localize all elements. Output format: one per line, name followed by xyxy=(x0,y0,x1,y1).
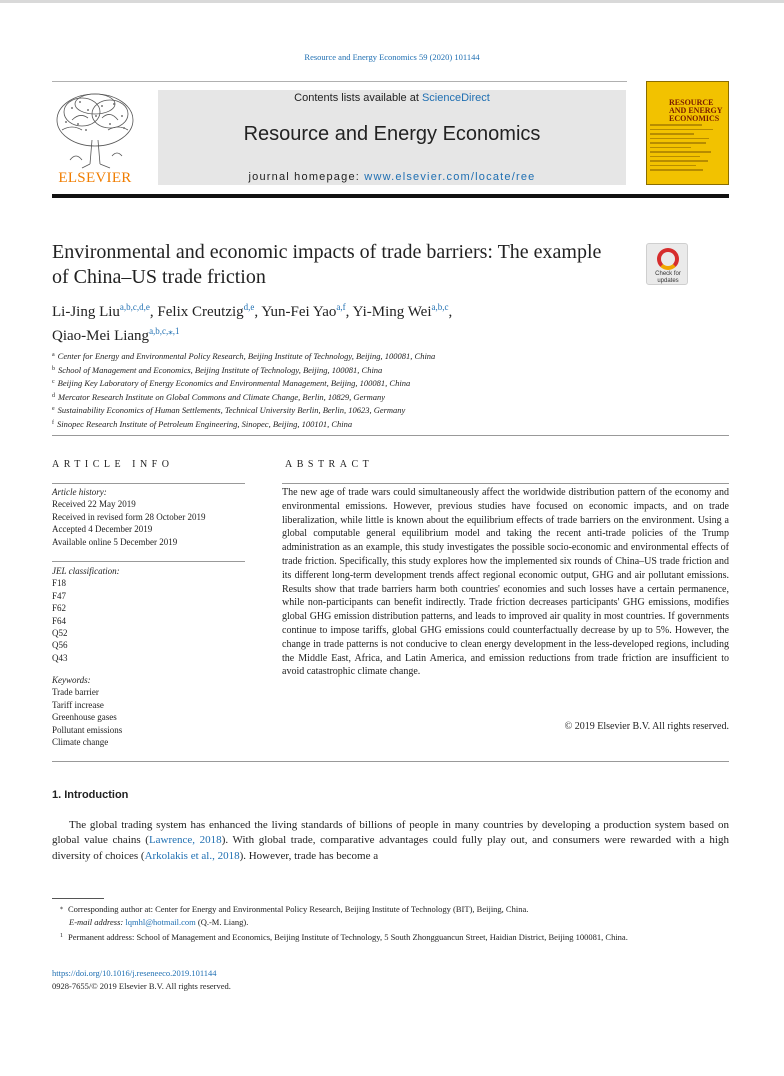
article-info-heading: ARTICLE INFO xyxy=(52,459,174,470)
author-list xyxy=(52,298,652,346)
jel-code: F62 xyxy=(52,603,67,614)
email-line xyxy=(52,916,729,929)
homepage-prefix: journal homepage: xyxy=(248,171,361,183)
permanent-address-note xyxy=(52,930,729,944)
contents-prefix: Contents lists available at xyxy=(294,92,419,104)
jel-code: F64 xyxy=(52,615,67,626)
article-info-rule xyxy=(52,483,245,484)
introduction-heading: 1. Introduction xyxy=(52,789,129,801)
author-affiliation-marks[interactable]: a,f xyxy=(336,302,346,312)
author-separator: , xyxy=(254,304,262,320)
footnote-rule xyxy=(52,898,104,899)
affiliation-item xyxy=(52,376,692,390)
email-link[interactable]: lqmhl@hotmail.com xyxy=(125,916,196,927)
sciencedirect-link[interactable]: ScienceDirect xyxy=(421,92,490,104)
affiliation-key: d xyxy=(52,392,55,399)
email-name: (Q.-M. Liang). xyxy=(197,916,249,927)
citation-link-arkolakis[interactable]: Arkolakis et al., 2018 xyxy=(144,849,240,862)
crossmark-label: Check for updates xyxy=(655,271,681,284)
crossmark-icon xyxy=(657,248,679,270)
keywords xyxy=(52,674,245,748)
journal-citation-link[interactable]: Resource and Energy Economics 59 (2020) 101144 xyxy=(304,52,480,62)
author-name[interactable]: Li-Jing Liu xyxy=(52,304,120,320)
abstract-text: The new age of trade wars could simultaneously affect the worldwide distribution pattern of the economy and environmental emissions. However, previous studies have focused on economic impacts, and on trade liberalization, while little is known about the equilibrium effects of trade barriers on the environment. Using a global computable general equilibrium model and taking the recent anti-trade policies of the Trump administration as an example, this study investigates the possible socio-economic and environmental effects of trade friction. Specifically, this study explores how the implemented six rounds of China–US trade friction and its different long-term development trends affect regional economic output, GHG and air pollutant emissions. Results show that trade barriers harm both countries' economies and such losses have a certain permanence, while non-participants can benefit indirectly. Trade friction decreases participants' GHG emissions, modifies global GHG emission distribution patterns, and leads to improved air quality in most countries. If governments continue to impose tariffs, global GHG emissions could counterfactually decrease by up to 5%. However, the change in trade patterns is not conducive to clean energy development in the less-developed regions, including the Middle East, Africa, and Latin America, and emission reductions from trade friction are insufficient to avoid catastrophic climate change. xyxy=(282,487,729,678)
affiliation-key: c xyxy=(52,379,55,385)
footnotes xyxy=(52,902,729,944)
introduction-paragraph xyxy=(52,818,729,864)
jel-label: JEL classification: xyxy=(52,566,120,576)
author-name[interactable]: Yun-Fei Yao xyxy=(261,304,337,320)
affiliation-item xyxy=(52,417,692,431)
affiliation-list xyxy=(52,349,692,430)
cover-title: RESOURCE AND ENERGY ECONOMICS xyxy=(669,98,723,123)
doi-block xyxy=(52,967,231,992)
jel-code: F18 xyxy=(52,578,67,589)
affiliation-key: b xyxy=(52,365,55,372)
author-separator: , xyxy=(448,304,453,320)
author-name[interactable]: Yi-Ming Wei xyxy=(352,304,432,320)
corresponding-author-note xyxy=(52,902,729,916)
affiliation-text: Beijing Key Laboratory of Energy Economics and Environmental Management, Beijing, 100081, China xyxy=(57,378,411,388)
jel-code: Q43 xyxy=(52,652,68,663)
divider-after-affiliations xyxy=(52,435,729,436)
affiliation-text: Sustainability Economics of Human Settlements, Technical University Berlin, Berlin, 10623, Germany xyxy=(57,405,406,415)
intro-text-part: The global trading system has enhanced the living standards of billions of people in many countries by developing a production system based on global value chains ( xyxy=(52,819,729,847)
jel-code: Q56 xyxy=(52,640,68,651)
affiliation-item xyxy=(52,403,692,417)
contents-line xyxy=(158,92,626,104)
history-item: Received in revised form 28 October 2019 xyxy=(52,511,206,522)
affiliation-item xyxy=(52,363,692,377)
divider-before-intro xyxy=(52,761,729,762)
jel-classification xyxy=(52,565,245,664)
footnote-mark: ⁎ xyxy=(60,905,63,911)
affiliation-item xyxy=(52,390,692,404)
cover-contents-lines xyxy=(650,124,724,180)
journal-homepage-link[interactable]: www.elsevier.com/locate/ree xyxy=(364,171,536,183)
author-affiliation-marks[interactable]: d,e xyxy=(243,302,255,312)
author-separator: , xyxy=(345,304,353,320)
author-name[interactable]: Felix Creutzig xyxy=(157,304,244,320)
affiliation-text: Mercator Research Institute on Global Commons and Climate Change, Berlin, 10829, Germany xyxy=(58,391,386,402)
history-label: Article history: xyxy=(52,487,107,497)
intro-text-part: ). With global trade, comparative advantages could fully play out, and consumers were rewarded with a high diversity of choices ( xyxy=(52,834,729,862)
corresponding-author-text: Corresponding author at: Center for Energy and Environmental Policy Research, Beijing Institute of Technology (BIT), Beijing, China. xyxy=(68,904,529,914)
abstract-rule xyxy=(282,483,729,484)
abstract-heading: ABSTRACT xyxy=(285,459,374,470)
affiliation-key: f xyxy=(52,419,54,426)
keywords-label: Keywords: xyxy=(52,675,91,685)
jel-code: F47 xyxy=(52,590,67,601)
affiliation-key: e xyxy=(52,406,55,412)
publisher-name: ELSEVIER xyxy=(58,170,132,186)
journal-title: Resource and Energy Economics xyxy=(243,123,541,145)
author-name[interactable]: Qiao-Mei Liang xyxy=(52,328,150,344)
affiliation-key: a xyxy=(52,352,55,358)
affiliation-text: Sinopec Research Institute of Petroleum Engineering, Sinopec, Beijing, 100101, China xyxy=(57,418,353,429)
affiliation-text: School of Management and Economics, Beijing Institute of Technology, Beijing, 100081, China xyxy=(58,364,383,375)
article-history xyxy=(52,486,245,548)
header-thick-rule xyxy=(52,194,729,198)
author-separator: , xyxy=(149,304,158,320)
footnote-mark: 1 xyxy=(60,933,63,939)
permanent-address-text: Permanent address: School of Management and Economics, Beijing Institute of Technology, 5 South Zhongguancun Street, Haidian District, Beijing 100081, China. xyxy=(68,932,628,942)
history-item: Accepted 4 December 2019 xyxy=(52,524,153,535)
history-item: Received 22 May 2019 xyxy=(52,499,136,510)
intro-text-part: ). However, trade has become a xyxy=(239,849,379,862)
affiliation-text: Center for Energy and Environmental Policy Research, Beijing Institute of Technology, Beijing, 100081, China xyxy=(57,351,436,361)
jel-rule xyxy=(52,561,245,562)
citation-link-lawrence[interactable]: Lawrence, 2018 xyxy=(148,834,222,847)
doi-link[interactable]: https://doi.org/10.1016/j.reseneeco.2019.101144 xyxy=(52,968,217,978)
article-title: Environmental and economic impacts of trade barriers: The example of China–US trade friction xyxy=(52,241,602,288)
keyword: Trade barrier xyxy=(52,687,99,698)
keyword: Climate change xyxy=(52,737,109,748)
history-item: Available online 5 December 2019 xyxy=(52,536,178,547)
issn-line: 0928-7655/© 2019 Elsevier B.V. All rights reserved. xyxy=(52,980,231,991)
author-affiliation-marks[interactable]: a,b,c,d,e xyxy=(119,302,150,312)
jel-code: Q52 xyxy=(52,628,68,639)
header-divider xyxy=(52,81,627,82)
author-affiliation-marks[interactable]: a,b,c,⁎,1 xyxy=(149,326,180,336)
keyword: Greenhouse gases xyxy=(52,712,117,723)
keyword: Tariff increase xyxy=(52,699,104,710)
author-affiliation-marks[interactable]: a,b,c xyxy=(431,302,449,312)
affiliation-item xyxy=(52,349,692,363)
homepage-line xyxy=(158,171,626,183)
check-for-updates-button[interactable] xyxy=(646,243,688,285)
top-border xyxy=(0,0,784,3)
email-label: E-mail address: xyxy=(69,916,124,927)
abstract-copyright: © 2019 Elsevier B.V. All rights reserved. xyxy=(564,721,729,732)
keyword: Pollutant emissions xyxy=(52,724,123,735)
